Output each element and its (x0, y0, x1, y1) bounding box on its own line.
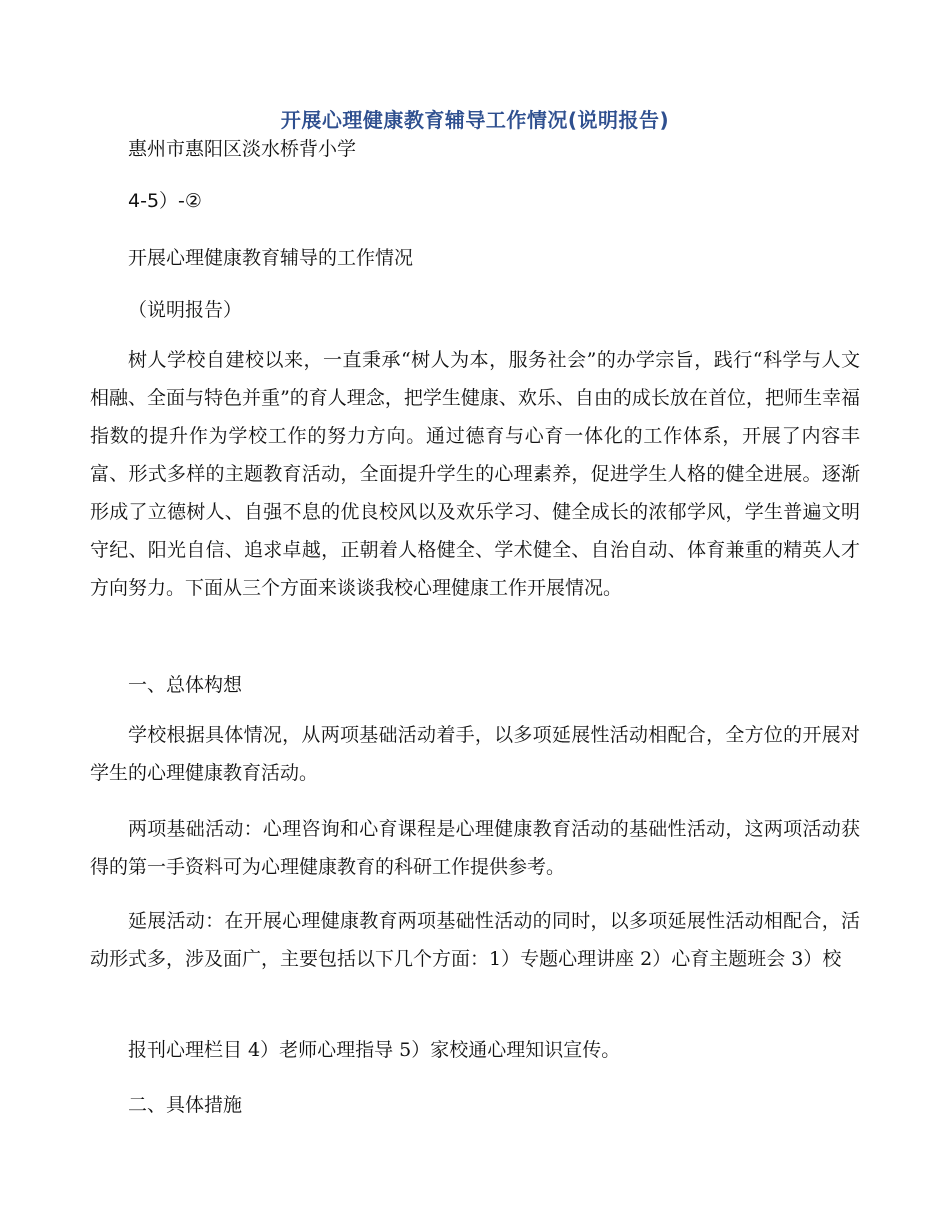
report-label: （说明报告） (128, 299, 243, 321)
paragraph-school-approach: 学校根据具体情况，从两项基础活动着手，以多项延展性活动相配合，全方位的开展对学生的心理健康教育活动。 (90, 724, 860, 784)
document-title: 开展心理健康教育辅导工作情况(说明报告) (280, 108, 670, 132)
section-heading-overall-plan: 一、总体构想 (128, 674, 243, 696)
paragraph-basic-activities: 两项基础活动：心理咨询和心育课程是心理健康教育活动的基础性活动，这两项活动获得的第一手资料可为心理健康教育的科研工作提供参考。 (90, 818, 860, 878)
paragraph-extended-activities-continued: 报刊心理栏目 4）老师心理指导 5）家校通心理知识宣传。 (128, 1039, 621, 1061)
paragraph-extended-activities: 延展活动：在开展心理健康教育两项基础性活动的同时，以多项延展性活动相配合，活动形式多，涉及面广，主要包括以下几个方面：1）专题心理讲座 2）心育主题班会 3）校 (90, 910, 860, 970)
document-code: 4-5）-② (128, 190, 202, 212)
section-heading-specific-measures: 二、具体措施 (128, 1094, 243, 1116)
intro-paragraph: 树人学校自建校以来，一直秉承“树人为本，服务社会”的办学宗旨，践行“科学与人文相融、全面与特色并重”的育人理念，把学生健康、欢乐、自由的成长放在首位，把师生幸福指数的提升作为学校工作的努力方向。通过德育与心育一体化的工作体系，开展了内容丰富、形式多样的主题教育活动，全面提升学生的心理素养，促进学生人格的健全进展。逐渐形成了立德树人、自强不息的优良校风以及欢乐学习、健全成长的浓郁学风，学生普遍文明守纪、阳光自信、追求卓越，正朝着人格健全、学术健全、自治自动、体育兼重的精英人才方向努力。下面从三个方面来谈谈我校心理健康工作开展情况。 (90, 349, 860, 599)
school-name: 惠州市惠阳区淡水桥背小学 (128, 138, 357, 160)
subtitle: 开展心理健康教育辅导的工作情况 (128, 247, 414, 269)
